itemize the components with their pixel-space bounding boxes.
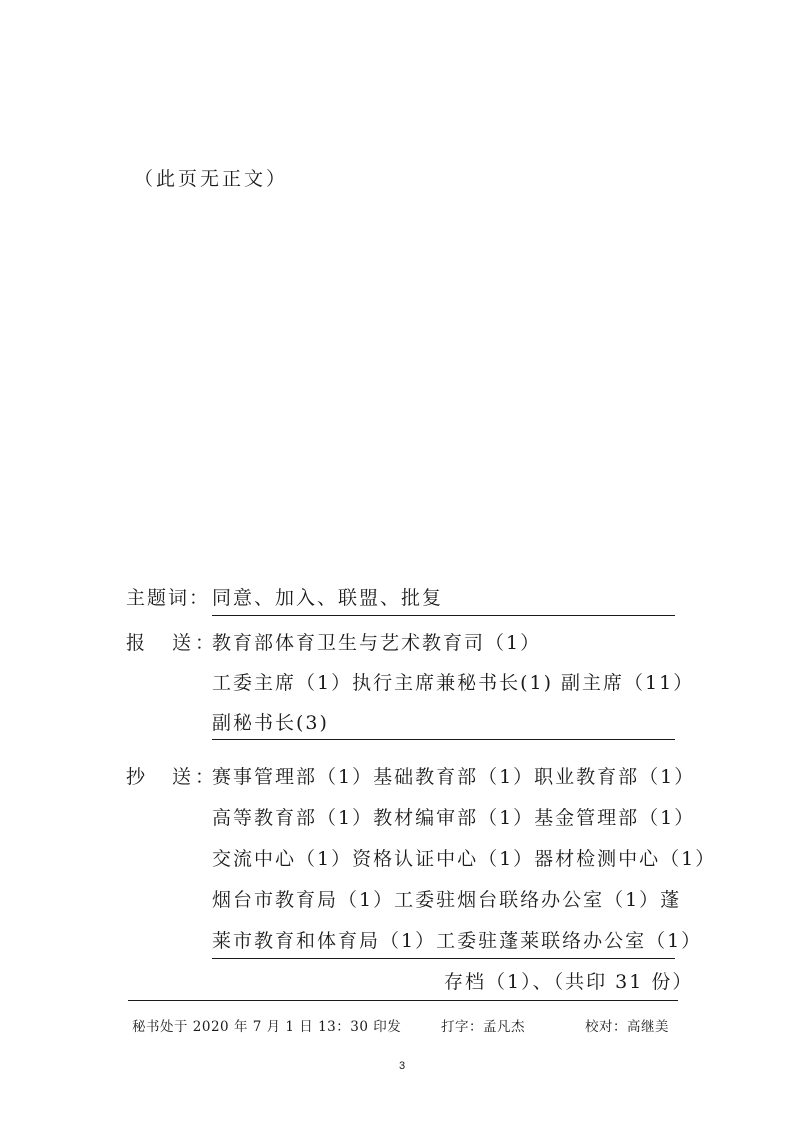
- subject-label: 主题词：: [126, 587, 211, 609]
- cc-line-1: 赛事管理部（1）基础教育部（1）职业教育部（1）: [212, 766, 696, 788]
- report-to-line-2: 工委主席（1）执行主席兼秘书长(1) 副主席（11）: [212, 672, 695, 694]
- report-to-line-3: 副秘书长(3): [212, 712, 329, 734]
- page-number: 3: [399, 1060, 406, 1072]
- no-body-note: （此页无正文）: [134, 168, 289, 190]
- subject-text: 同意、加入、联盟、批复: [212, 587, 444, 609]
- cc-line-2: 高等教育部（1）教材编审部（1）基金管理部（1）: [212, 807, 696, 829]
- report-to-label: 报 送：: [126, 632, 219, 654]
- report-to-rule: [212, 739, 675, 740]
- typist-info: 打字：孟凡杰: [441, 1019, 525, 1035]
- cc-line-4: 烟台市教育局（1）工委驻烟台联络办公室（1）蓬: [212, 889, 682, 911]
- subject-rule: [212, 615, 675, 616]
- issued-info: 秘书处于 2020 年 7 月 1 日 13：30 印发: [132, 1019, 402, 1035]
- cc-rule: [212, 958, 675, 959]
- cc-line-5: 莱市教育和体育局（1）工委驻蓬莱联络办公室（1）: [212, 930, 703, 952]
- report-to-line-1: 教育部体育卫生与艺术教育司（1）: [212, 632, 542, 654]
- proofreader-info: 校对：高继美: [585, 1019, 669, 1035]
- cc-label: 抄 送：: [126, 766, 219, 788]
- footer-rule: [128, 1000, 678, 1001]
- archive-note: 存档（1）、（共印 31 份）: [444, 971, 694, 993]
- cc-line-3: 交流中心（1）资格认证中心（1）器材检测中心（1）: [212, 848, 717, 870]
